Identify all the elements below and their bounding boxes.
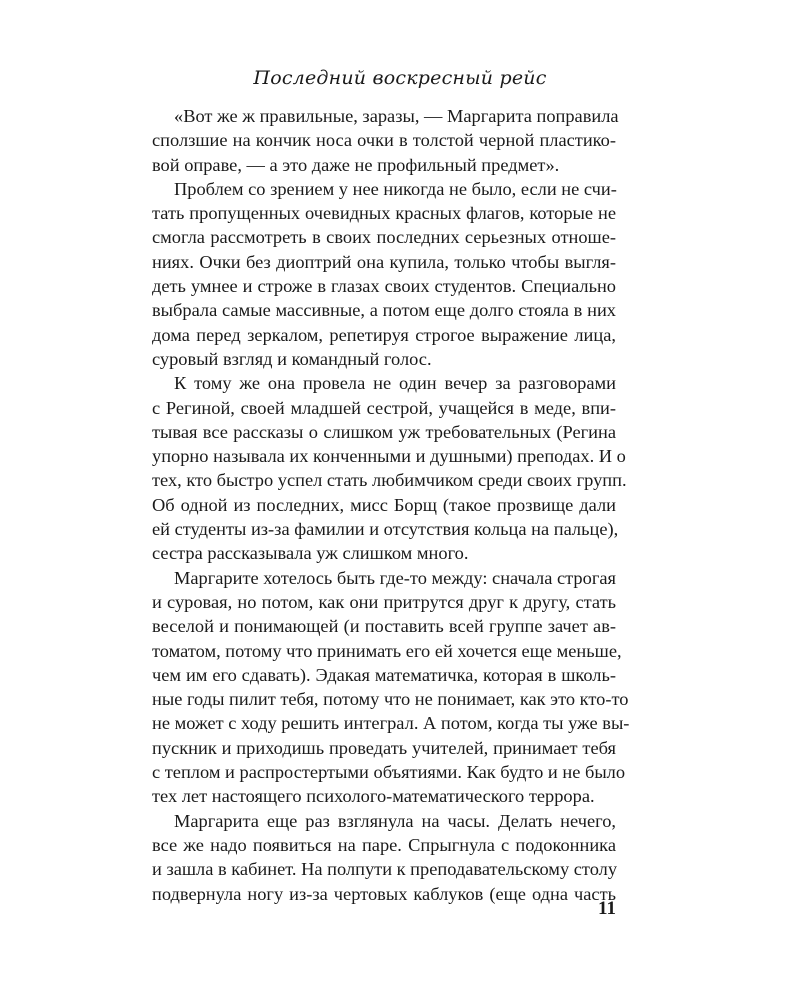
text-line: не может с ходу решить интеграл. А потом, когда ты уже вы-	[152, 713, 630, 734]
text-line: тех лет настоящего психолого-математического террора.	[152, 786, 595, 807]
text-line: тывая все рассказы о слишком уж требовательных (Регина	[152, 421, 616, 442]
text-line: и зашла в кабинет. На полпути к преподавательскому столу	[152, 859, 618, 880]
paragraph	[152, 104, 619, 177]
paragraph	[152, 371, 627, 565]
text-line: Об одной из последних, мисс Борщ (такое прозвище дали	[152, 494, 616, 515]
text-line: Маргарите хотелось быть где-то между: сначала строгая	[174, 567, 616, 588]
paragraph	[152, 566, 630, 809]
text-line: Маргарита еще раз взглянула на часы. Делать нечего,	[174, 810, 616, 831]
running-header: Последний воскресный рейс	[253, 67, 547, 89]
text-line: тать пропущенных очевидных красных флагов, которые не	[152, 203, 616, 224]
text-line: и суровая, но потом, как они притрутся друг к другу, стать	[152, 591, 616, 612]
text-line: К тому же она провела не один вечер за разговорами	[174, 373, 616, 394]
text-line: ниях. Очки без диоптрий она купила, только чтобы выгля-	[152, 251, 616, 272]
text-line: деть умнее и строже в глазах своих студентов. Специально	[152, 276, 616, 297]
text-line: сестра рассказывала уж слишком много.	[152, 543, 469, 564]
text-line: ные годы пилит тебя, потому что не понимает, как это кто-то	[152, 689, 629, 710]
text-line: пускник и приходишь проведать учителей, принимает тебя	[152, 737, 616, 758]
text-line: суровый взгляд и командный голос.	[152, 348, 432, 369]
text-line: томатом, потому что принимать его ей хочется еще меньше,	[152, 640, 622, 661]
text-line: все же надо появиться на паре. Спрыгнула с подоконника	[152, 834, 616, 855]
text-line: «Вот же ж правильные, заразы, — Маргарита поправила	[174, 106, 619, 126]
text-line: ей студенты из-за фамилии и отсутствия кольца на пальце),	[152, 519, 619, 540]
body-text	[152, 104, 630, 906]
text-line: упорно называла их конченными и душными) преподах. И о	[152, 446, 626, 467]
text-line: выбрала самые массивные, а потом еще долго стояла в них	[152, 300, 616, 321]
text-line: сползшие на кончик носа очки в толстой черной пластико-	[152, 130, 616, 151]
text-line: тех, кто быстро успел стать любимчиком среди своих групп.	[152, 470, 627, 491]
paragraph	[152, 177, 616, 371]
text-line: с Региной, своей младшей сестрой, учащейся в меде, впи-	[152, 397, 616, 418]
text-line: с теплом и распростертыми объятиями. Как будто и не было	[152, 762, 626, 783]
text-line: смогла рассмотреть в своих последних серьезных отноше-	[152, 227, 616, 248]
text-line: чем им его сдавать). Эдакая математичка, которая в школь-	[152, 664, 616, 685]
paragraph	[152, 809, 616, 906]
text-line: вой оправе, — а это даже не профильный предмет».	[152, 154, 560, 175]
text-line: дома перед зеркалом, репетируя строгое выражение лица,	[152, 324, 616, 345]
text-line: веселой и понимающей (и поставить всей группе зачет ав-	[152, 616, 616, 637]
text-line: подвернула ногу из-за чертовых каблуков (еще одна часть	[152, 883, 616, 904]
text-line: Проблем со зрением у нее никогда не было, если не счи-	[174, 178, 617, 199]
page-number: 11	[598, 898, 616, 919]
